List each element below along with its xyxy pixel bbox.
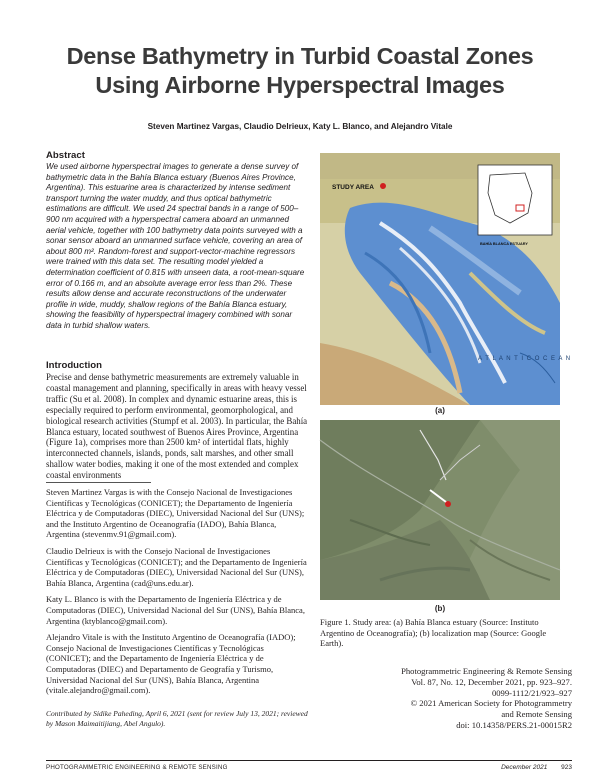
abstract-section [46, 150, 308, 332]
affiliation-1: Steven Martinez Vargas is with the Consejo Nacional de Investigaciones Científicas y Tecnológicas (CONICET); the Departamento de Ingeniería Eléctrica y de Computadoras (DIEC), Universidad Nacional del Sur (UNS); and the Instituto Argentino de Oceanografía (IADO), Bahía Blanca, Argentina (stevenmv.91@gmail.com). [46, 487, 305, 540]
abstract-heading: Abstract [46, 150, 85, 161]
ocean-label: A T L A N T I C O C E A N [478, 356, 572, 362]
figure-1b-localization-map [320, 420, 560, 600]
footer-journal: PHOTOGRAMMETRIC ENGINEERING & REMOTE SENSING [46, 764, 228, 771]
publication-info [330, 666, 572, 731]
title-line-1: Dense Bathymetry in Turbid Coastal Zones [66, 43, 534, 69]
doi: doi: 10.14358/PERS.21-00015R2 [456, 719, 572, 730]
volume-info: Vol. 87, No. 12, December 2021, pp. 923–927. [411, 676, 572, 687]
estuary-map-graphic [320, 153, 572, 405]
affiliation-4: Alejandro Vitale is with the Instituto Argentino de Oceanografía (IADO); Consejo Nacional de Investigaciones Científicas y Tecnológicas (CONICET); and the Departamento de Ingeniería Eléctrica y de Computadoras (DIEC) and Departamento de Geografía y Turismo, Universidad Nacional del Sur (UNS), Bahía Blanca, Argentina (vitale.alejandro@gmail.com). [46, 632, 296, 696]
figure-label-b: (b) [434, 604, 446, 613]
figure-label-a: (a) [435, 406, 445, 415]
copyright-line-1: © 2021 American Society for Photogrammetry [410, 698, 572, 709]
author-list: Steven Martinez Vargas, Claudio Delrieux, Katy L. Blanco, and Alejandro Vitale [147, 122, 453, 131]
satellite-map-graphic [320, 420, 560, 600]
introduction-text: Precise and dense bathymetric measurements are extremely valuable in coastal management and planning, specifically in areas with heavy vessel traffic (Su et al. 2008). In complex and dynamic estuarine areas, this is especially required to perform environmental, geomorphological, and biological research activities (Stumpf et al. 2003). In particular, the Bahía Blanca estuary, located southwest of Buenos Aires Province, Argentina (Figure 1a), comprises more than 2500 km² of intertidal flats, highly interconnected channels, islands, ponds, salt marshes, and other small shallow water bodies, making it one of the most extended and complex coastal environments [46, 372, 308, 481]
study-area-label: STUDY AREA [332, 184, 374, 191]
issn: 0099-1112/21/923–927 [491, 687, 572, 698]
figure-caption: Figure 1. Study area: (a) Bahía Blanca estuary (Source: Instituto Argentino de Oceanografía); (b) localization map (Source: Google Earth). [320, 617, 547, 648]
contribution-note: Contributed by Sidike Paheding, April 6, 2021 (sent for review July 13, 2021; reviewed by Mason Maimaitijiang, Abel Angulo). [46, 709, 308, 728]
page-number: 923 [561, 764, 572, 771]
figure-1a-estuary-map [320, 153, 572, 405]
footer-rule [46, 760, 572, 761]
inset-title: BAHÍA BLANCA ESTUARY [480, 242, 528, 246]
affiliation-3: Katy L. Blanco is with the Departamento de Ingeniería Eléctrica y de Computadoras (DIEC), Universidad Nacional del Sur (UNS), Bahía Blanca, Argentina (ktyblanco@gmail.com). [46, 594, 305, 626]
footer-right [480, 764, 572, 771]
footer-date: December 2021 [501, 764, 548, 771]
paper-title [0, 42, 600, 100]
footnote-rule [46, 482, 151, 483]
journal-name: Photogrammetric Engineering & Remote Sensing [401, 666, 572, 676]
title-line-2: Using Airborne Hyperspectral Images [95, 72, 505, 98]
affiliations [46, 487, 308, 702]
copyright-line-2: and Remote Sensing [501, 709, 572, 720]
introduction-heading: Introduction [46, 360, 102, 371]
abstract-text: We used airborne hyperspectral images to generate a dense survey of bathymetric data in the Bahía Blanca estuary (Buenos Aires Province, Argentina). This estuarine area is characterized by intense sediment transport turning the water muddy, and thus optical bathymetric estimations are difficult. We used 24 spectral bands in a range of 500–900 nm acquired with a hyperspectral camera aboard an unmanned aerial vehicle, together with 100 bathymetry data points surveyed with a sonar sensor aboard an unmanned surface vehicle, covering an area of about 800 m². Random-forest and support-vector-machine regressors were trained with this data set. The resulting model yielded a determination coefficient of 0.815 with unseen data, a root-mean-square error of 0.166 m, and an absolute average error less than 2%. These results allow dense and accurate reconstructions of the underwater profile in wide, muddy, shallow regions of the Bahía Blanca estuary, showing the feasibility of hyperspectral imagery combined with sonar data in turbid shallow waters. [46, 162, 305, 330]
affiliation-2: Claudio Delrieux is with the Consejo Nacional de Investigaciones Científicas y Tecnológicas (CONICET); and the Departamento de Ingeniería Eléctrica y de Computadoras (DIEC), Universidad Nacional del Sur (UNS), Bahía Blanca, Argentina (cad@uns.edu.ar). [46, 545, 307, 588]
